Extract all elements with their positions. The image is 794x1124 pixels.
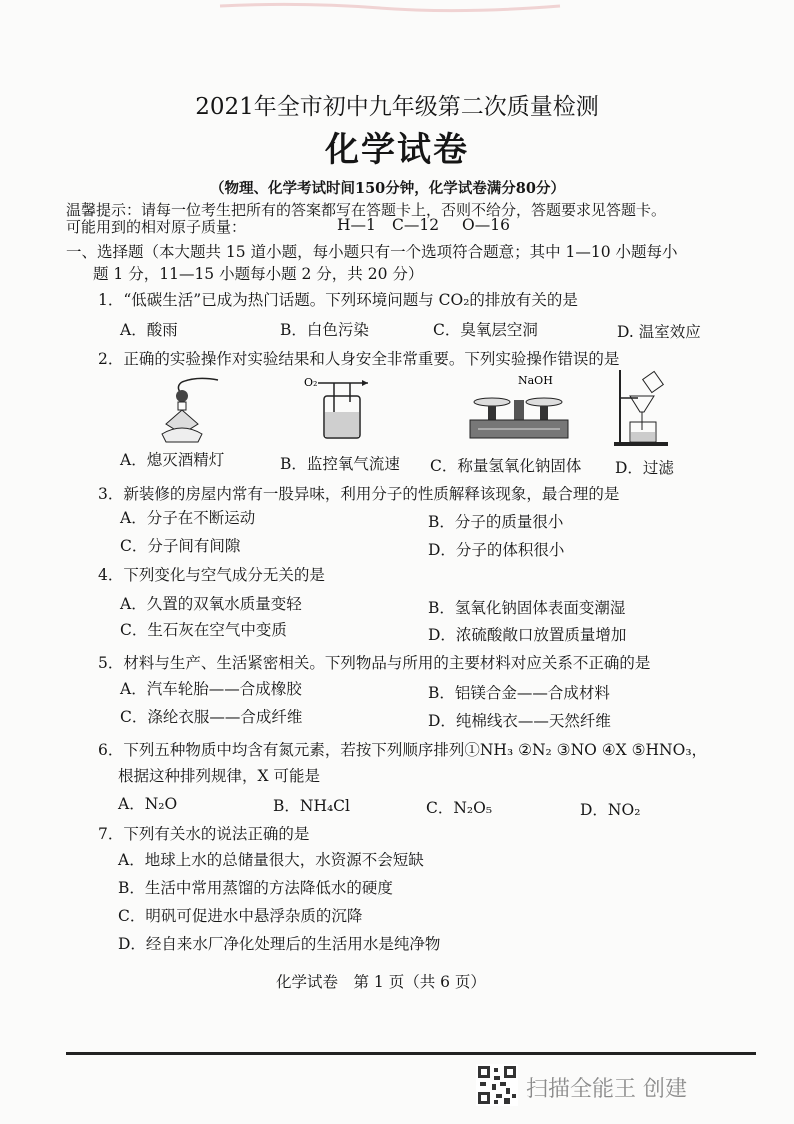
question-3-option-b: B．分子的质量很小 [428,513,564,531]
question-6-option-a: A．N₂O [118,795,178,813]
question-2-stem: 2．正确的实验操作对实验结果和人身安全非常重要。下列实验操作错误的是 [98,350,620,368]
question-7-stem: 7．下列有关水的说法正确的是 [98,825,310,843]
question-7-option-a: A．地球上水的总储量很大，水资源不会短缺 [118,851,424,869]
question-6-option-d: D．NO₂ [580,801,641,819]
filtration-figure [612,368,672,448]
question-7-option-b: B．生活中常用蒸馏的方法降低水的硬度 [118,879,393,897]
question-7-option-d: D．经自来水厂净化处理后的生活用水是纯净物 [118,935,441,953]
scan-edge-artifact [0,0,794,26]
page-footer: 化学试卷 第 1 页（共 6 页） [276,973,486,991]
section-heading-line2: 题 1 分，11—15 小题每小题 2 分，共 20 分） [93,265,424,283]
question-3-option-a: A．分子在不断运动 [120,509,256,527]
question-7-option-c: C．明矾可促进水中悬浮杂质的沉降 [118,907,363,925]
question-3-stem: 3．新装修的房屋内常有一股异味，利用分子的性质解释该现象，最合理的是 [98,485,620,503]
tip-text: 温馨提示：请每一位考生把所有的答案都写在答题卡上，否则不给分，答题要求见答题卡。 [66,201,667,219]
qr-code-icon [476,1064,518,1106]
question-4-option-b: B．氢氧化钠固体表面变潮湿 [428,599,626,617]
question-6-stem-continued: 根据这种排列规律，X 可能是 [118,767,320,785]
question-6-option-c: C．N₂O₅ [426,799,493,817]
question-4-stem: 4．下列变化与空气成分无关的是 [98,566,325,584]
balance-figure [464,372,574,444]
question-1-option-a: A．酸雨 [120,321,178,339]
question-1-option-d: D. 温室效应 [617,323,701,341]
question-5-option-d: D．纯棉线衣——天然纤维 [428,712,611,730]
subject-title: 化学试卷 [325,130,469,170]
naoh-label: NaOH [518,374,553,387]
question-1-stem: 1．“低碳生活”已成为热门话题。下列环境问题与 CO₂的排放有关的是 [98,291,578,309]
atomic-mass-label: 可能用到的相对原子质量： [66,218,247,236]
section-heading-line1: 一、选择题（本大题共 15 道小题，每小题只有一个选项符合题意；其中 1—10 小题每小 [66,243,678,261]
exam-title: 2021年全市初中九年级第二次质量检测 [195,94,599,120]
scan-bottom-edge [66,1052,756,1055]
question-5-stem: 5．材料与生产、生活紧密相关。下列物品与所用的主要材料对应关系不正确的是 [98,654,651,672]
question-5-option-c: C．涤纶衣服——合成纤维 [120,708,303,726]
question-2-option-c: C．称量氢氧化钠固体 [430,457,582,475]
question-2-option-a: A．熄灭酒精灯 [120,451,225,469]
atomic-mass-c: C—12 [392,216,440,234]
atomic-mass-o: O—16 [462,216,510,234]
atomic-mass-h: H—1 [337,216,376,234]
question-4-option-a: A．久置的双氧水质量变轻 [120,595,302,613]
question-5-option-a: A．汽车轮胎——合成橡胶 [120,680,302,698]
alcohol-lamp-figure [152,372,222,444]
question-3-option-d: D．分子的体积很小 [428,541,565,559]
exam-time-note: （物理、化学考试时间150分钟，化学试卷满分80分） [210,180,565,197]
question-1-option-b: B．白色污染 [280,321,369,339]
question-4-option-d: D．浓硫酸敞口放置质量增加 [428,626,627,644]
question-2-option-d: D．过滤 [615,459,674,477]
question-6-stem: 6．下列五种物质中均含有氮元素，若按下列顺序排列①NH₃ ②N₂ ③NO ④X ⑤HNO₃， [98,741,708,759]
question-1-option-c: C．臭氧层空洞 [433,321,538,339]
question-6-option-b: B．NH₄Cl [273,797,351,815]
scanner-watermark: 扫描全能王 创建 [526,1077,687,1102]
question-4-option-c: C．生石灰在空气中变质 [120,621,287,639]
question-3-option-c: C．分子间有间隙 [120,537,241,555]
oxygen-bottle-figure [300,374,374,442]
o2-label: O₂ [304,376,318,389]
question-5-option-b: B．铝镁合金——合成材料 [428,684,610,702]
question-2-option-b: B．监控氧气流速 [280,455,400,473]
